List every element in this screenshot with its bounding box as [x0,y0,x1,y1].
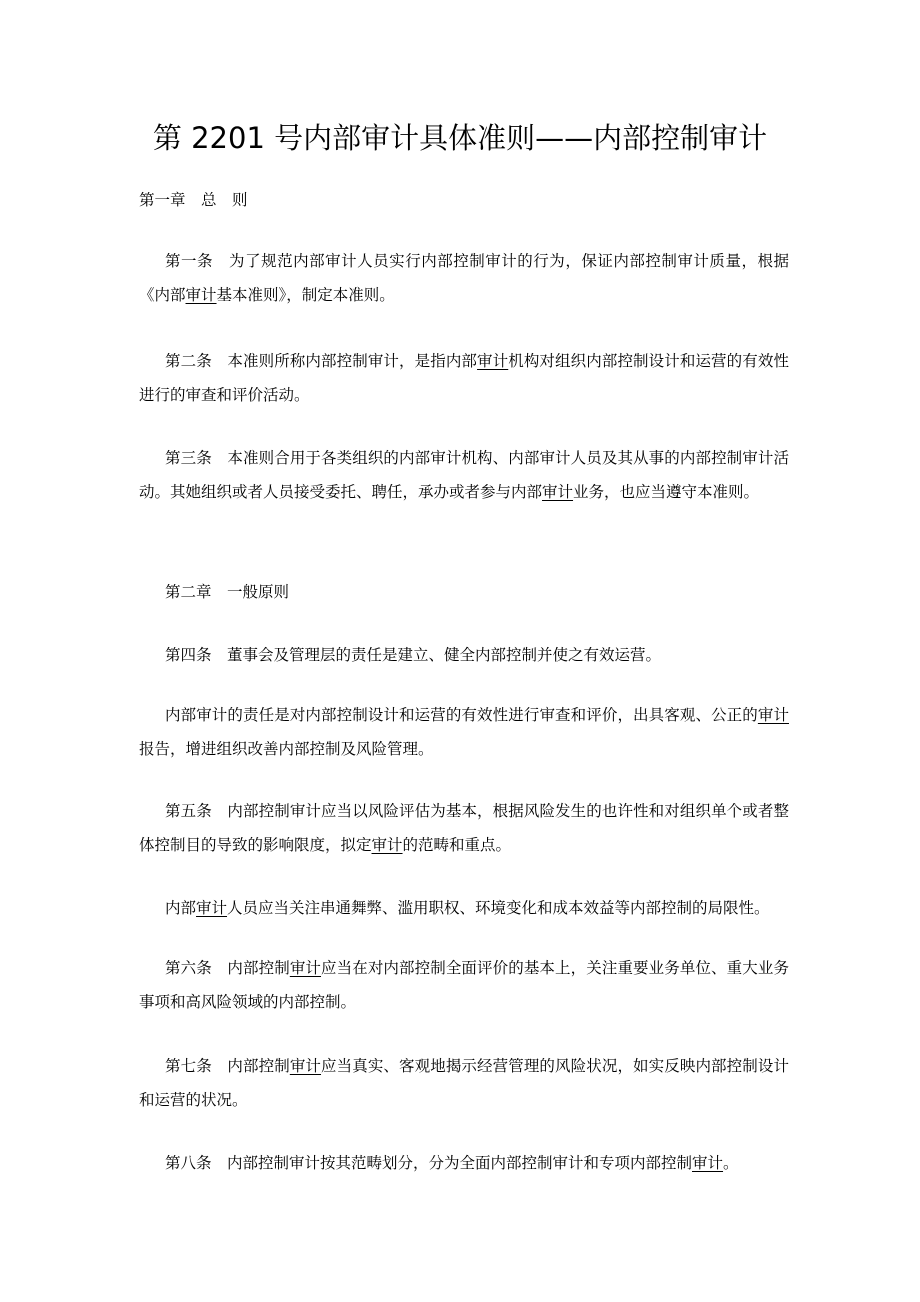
article-5-p2-head: 内部 [165,899,197,917]
article-5-tail: 的范畴和重点。 [402,836,512,854]
article-2 [139,344,789,412]
article-7-tail: 应当真实、客观地揭示经营管理的风险状况，如实反映内部控制设计和运营的状况。 [139,1057,789,1109]
article-4-p2-head: 内部审计的责任是对内部控制设计和运营的有效性进行审查和评价，出具客观、公正的 [165,706,758,724]
article-6-head: 第六条 内部控制 [165,959,290,977]
article-2-tail: 机构对组织内部控制设计和运营的有效性进行的审查和评价活动。 [139,352,789,404]
article-8-tail: 。 [723,1154,739,1172]
audit-link[interactable]: 审计 [477,352,509,370]
article-1-tail: 基本准则》，制定本准则。 [216,286,395,304]
audit-link[interactable]: 审计 [757,706,789,724]
audit-link[interactable]: 审计 [371,836,403,854]
article-6-tail: 应当在对内部控制全面评价的基本上，关注重要业务单位、重大业务事项和高风险领域的内部控制。 [139,959,789,1011]
article-3-tail: 业务，也应当遵守本准则。 [573,483,760,501]
article-2-head: 第二条 本准则所称内部控制审计，是指内部 [165,352,478,370]
chapter-heading-1: 第一章 总 则 [139,191,248,209]
article-7-head: 第七条 内部控制 [165,1057,290,1075]
article-4-paragraph-2 [139,698,789,766]
article-6 [139,951,789,1019]
audit-link[interactable]: 审计 [185,286,217,304]
article-5-paragraph-2 [139,891,799,925]
article-5-p2-tail: 人员应当关注串通舞弊、滥用职权、环境变化和成本效益等内部控制的局限性。 [227,899,770,917]
audit-link[interactable]: 审计 [289,959,322,977]
document-title: 第 2201 号内部审计具体准则——内部控制审计 [152,121,768,155]
audit-link[interactable]: 审计 [692,1154,724,1172]
article-1-head: 第一条 为了规范内部审计人员实行内部控制审计的行为，保证内部控制审计质量，根据《内部 [139,252,789,304]
article-3 [139,441,789,509]
article-8-head: 第八条 内部控制审计按其范畴划分，分为全面内部控制审计和专项内部控制 [165,1154,693,1172]
audit-link[interactable]: 审计 [542,483,574,501]
chapter-heading-2: 第二章 一般原则 [165,583,290,601]
article-5-head: 第五条 内部控制审计应当以风险评估为基本，根据风险发生的也许性和对组织单个或者整体控制目的导致的影响限度，拟定 [139,802,789,854]
article-8 [139,1146,789,1180]
article-1 [139,244,789,312]
article-4-p2-tail: 报告，增进组织改善内部控制及风险管理。 [139,740,434,758]
audit-link[interactable]: 审计 [289,1057,322,1075]
article-4: 第四条 董事会及管理层的责任是建立、健全内部控制并使之有效运营。 [165,646,662,664]
article-5 [139,794,789,862]
article-3-head: 第三条 本准则合用于各类组织的内部审计机构、内部审计人员及其从事的内部控制审计活动。其她组织或者人员接受委托、聘任，承办或者参与内部 [139,449,789,501]
article-7 [139,1049,789,1117]
audit-link[interactable]: 审计 [196,899,228,917]
